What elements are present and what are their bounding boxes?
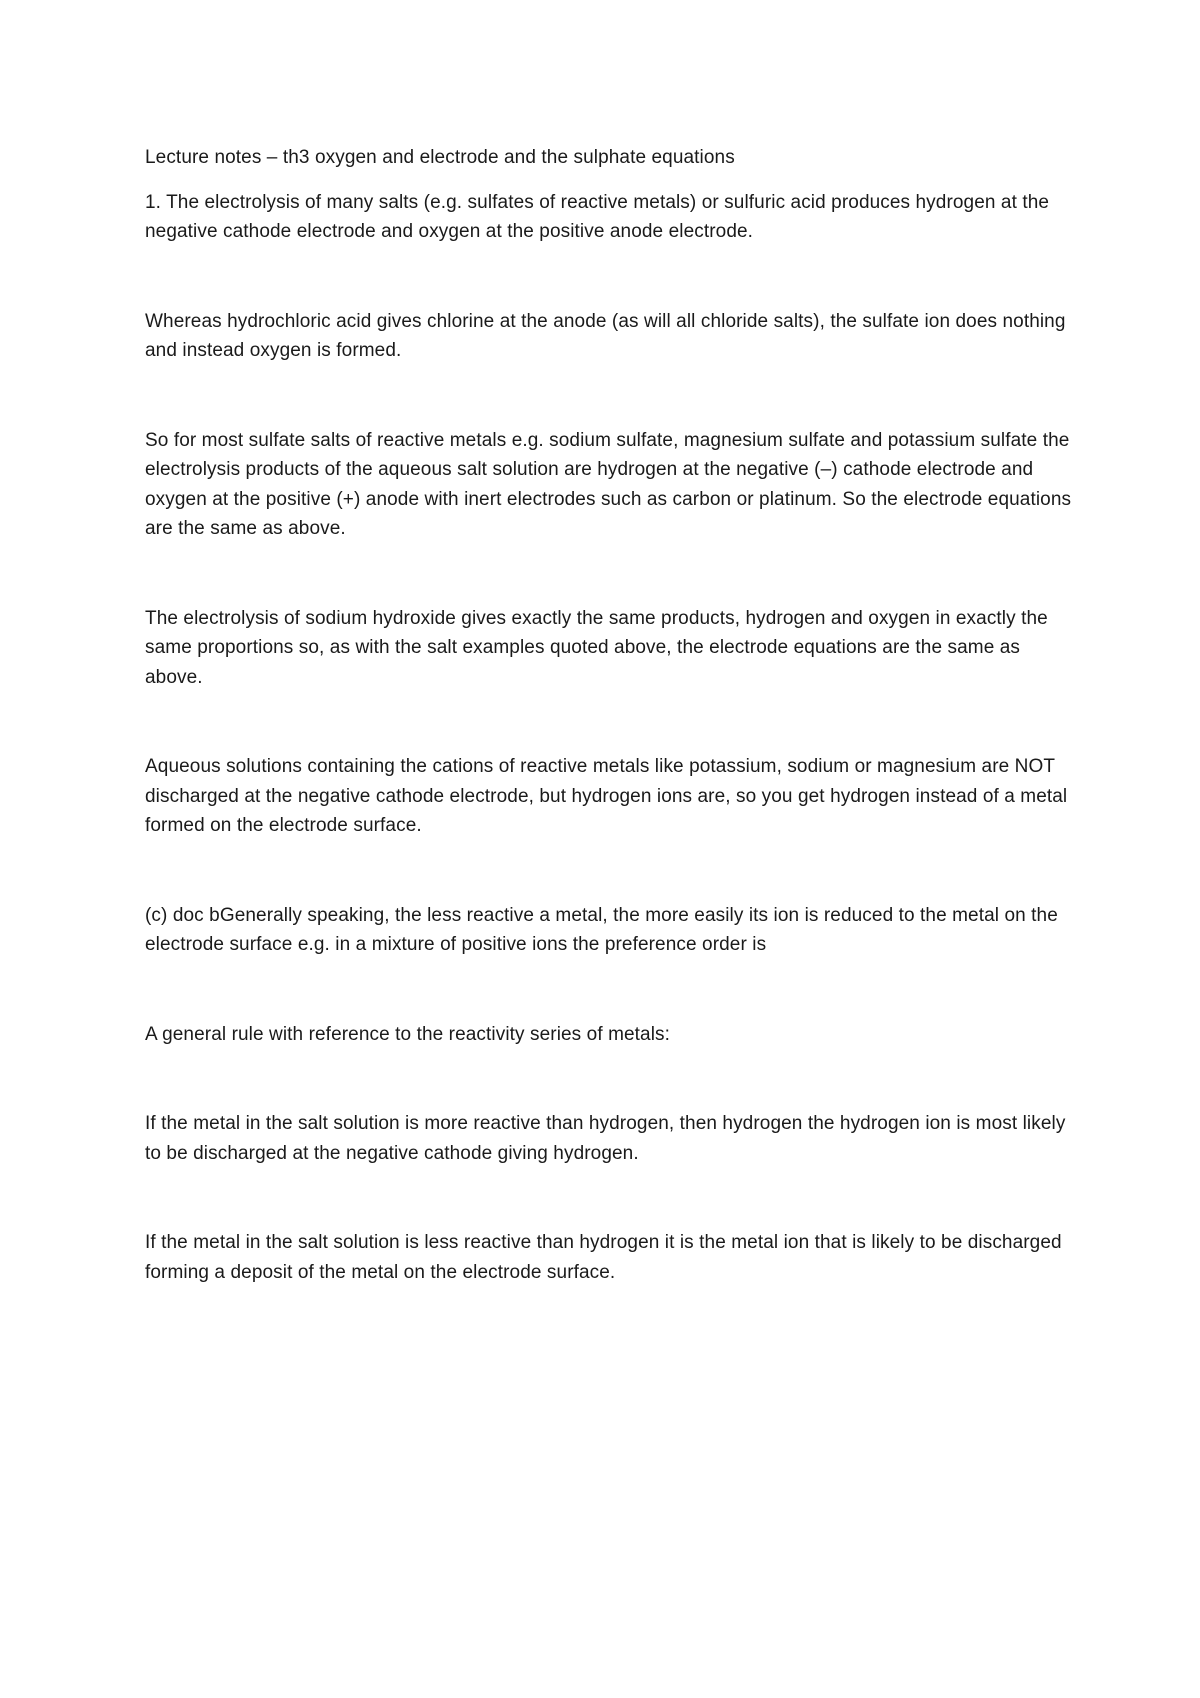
paragraph-electrolysis-salts: 1. The electrolysis of many salts (e.g. sulfates of reactive metals) or sulfuric acid produces hydrogen at the negative cathode electrode and oxygen at the positive anode electrode. [145,191,1050,242]
paragraph-sulfate-salts: So for most sulfate salts of reactive metals e.g. sodium sulfate, magnesium sulfate and potassium sulfate the electrolysis products of the aqueous salt solution are hydrogen at the negative (–) cathode electrode and oxygen at the positive (+) anode with inert electrodes such as carbon or platinum. So the electrode equations are the same as above. [145,429,1072,539]
paragraph-general-rule: A general rule with reference to the reactivity series of metals: [145,1023,671,1045]
paragraph-hydrochloric-acid: Whereas hydrochloric acid gives chlorine at the anode (as will all chloride salts), the sulfate ion does nothing and instead oxygen is formed. [145,310,1066,361]
paragraph-sodium-hydroxide: The electrolysis of sodium hydroxide gives exactly the same products, hydrogen and oxygen in exactly the same proportions so, as with the salt examples quoted above, the electrode equations are the same as above. [145,607,1048,688]
paragraph-more-reactive: If the metal in the salt solution is more reactive than hydrogen, then hydrogen the hydrogen ion is most likely to be discharged at the negative cathode giving hydrogen. [145,1113,1066,1164]
document-title: Lecture notes – th3 oxygen and electrode and the sulphate equations [145,147,735,168]
paragraph-aqueous-cations: Aqueous solutions containing the cations of reactive metals like potassium, sodium or magnesium are NOT discharged at the negative cathode electrode, but hydrogen ions are, so you get hydrogen instead of a metal formed on the electrode surface. [145,756,1068,836]
document-body [145,143,1075,1287]
paragraph-reactivity-preference: (c) doc bGenerally speaking, the less reactive a metal, the more easily its ion is reduced to the metal on the electrode surface e.g. in a mixture of positive ions the preference order is [145,904,1058,955]
paragraph-less-reactive: If the metal in the salt solution is less reactive than hydrogen it is the metal ion that is likely to be discharged forming a deposit of the metal on the electrode surface. [145,1232,1062,1283]
